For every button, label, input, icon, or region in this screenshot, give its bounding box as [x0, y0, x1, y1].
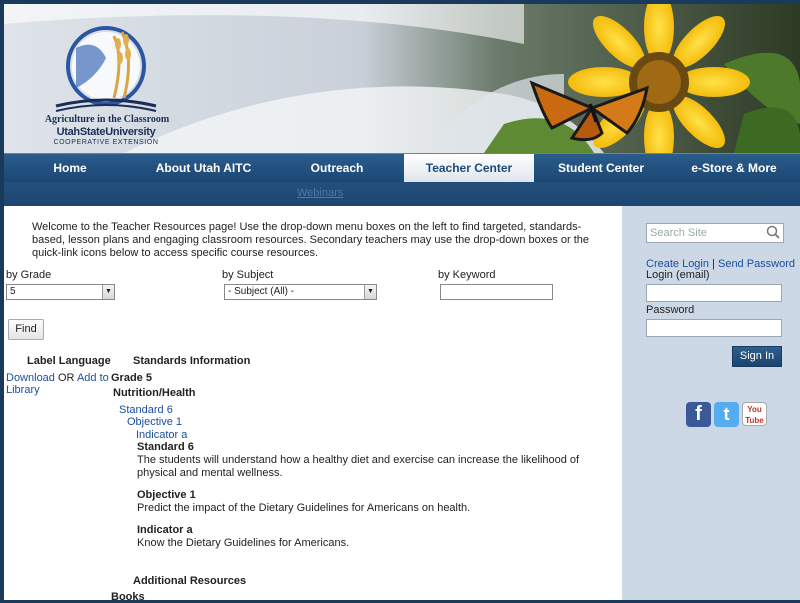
aitc-logo[interactable]	[36, 18, 176, 148]
create-login-link[interactable]: Create Login	[646, 258, 709, 270]
objective-link[interactable]: Objective 1	[127, 416, 183, 428]
nav-teacher-center[interactable]: Teacher Center	[404, 154, 534, 183]
standards-information-heading: Standards Information	[133, 355, 251, 367]
label-language-heading: Label Language	[27, 355, 111, 367]
main-content	[4, 206, 622, 603]
grade-select-value: 5	[10, 286, 16, 297]
indicator-title: Indicator a	[137, 524, 193, 536]
intro-text: Welcome to the Teacher Resources page! Use the drop-down menu boxes on the left to find targeted, standards-based, lesson plans and engaging classroom resources. Secondary teachers may use the drop-down boxes or the quick-link icons below to access specific course resources.	[32, 221, 590, 259]
objective-description: Predict the impact of the Dietary Guidelines for Americans on health.	[137, 502, 471, 514]
grade-label: by Grade	[6, 269, 52, 281]
facebook-icon[interactable]: f	[686, 402, 711, 427]
sign-in-button[interactable]: Sign In	[732, 346, 782, 367]
standard-title: Standard 6	[137, 441, 194, 453]
keyword-input[interactable]	[440, 284, 553, 300]
objective-title: Objective 1	[137, 489, 196, 501]
nav-about[interactable]: About Utah AITC	[155, 161, 252, 175]
add-to-text: Add to	[76, 372, 109, 384]
find-button[interactable]: Find	[8, 319, 44, 340]
nav-student-center[interactable]: Student Center	[557, 161, 644, 175]
password-label: Password	[646, 304, 695, 316]
logo-text-usu: UtahStateUniversity	[56, 126, 156, 138]
subject-label: by Subject	[222, 269, 274, 281]
books-heading: Books	[111, 591, 145, 603]
password-field[interactable]	[646, 319, 782, 337]
standard-link[interactable]: Standard 6	[119, 404, 173, 416]
standard-description-line2: physical and mental wellness.	[137, 467, 283, 479]
chevron-down-icon: ▼	[102, 285, 114, 299]
or-text: OR	[54, 372, 77, 384]
subnav-webinars[interactable]: Webinars	[297, 187, 344, 199]
search-placeholder: Search Site	[650, 227, 707, 239]
indicator-link[interactable]: Indicator a	[136, 429, 188, 441]
nav-estore[interactable]: e-Store & More	[691, 161, 777, 175]
search-input[interactable]	[646, 223, 784, 243]
globe-wheat-icon	[36, 18, 176, 114]
subject-select[interactable]	[224, 284, 377, 300]
subject-select-value: - Subject (All) -	[228, 286, 295, 297]
indicator-description: Know the Dietary Guidelines for Americans.	[137, 537, 350, 549]
sidebar	[622, 206, 800, 600]
grade-select[interactable]	[6, 284, 115, 300]
logo-text-aitc: Agriculture in the Classroom	[44, 114, 170, 125]
nav-outreach[interactable]: Outreach	[310, 161, 364, 175]
grade-heading: Grade 5	[111, 372, 152, 384]
login-links-separator: |	[709, 258, 718, 270]
subject-heading: Nutrition/Health	[113, 387, 196, 399]
main-nav	[4, 153, 800, 183]
youtube-icon[interactable]: You Tube	[742, 402, 767, 426]
logo-text-extension: COOPERATIVE EXTENSION	[53, 139, 159, 146]
library-text: Library	[6, 384, 40, 396]
additional-resources-heading: Additional Resources	[133, 575, 247, 587]
send-password-link[interactable]: Send Password	[717, 258, 796, 270]
standard-description-line1: The students will understand how a healthy diet and exercise can increase the likelihood of	[137, 454, 580, 466]
site-header	[4, 4, 800, 153]
search-icon[interactable]	[766, 225, 780, 242]
download-actions	[6, 372, 110, 396]
twitter-icon[interactable]: t	[714, 402, 739, 427]
download-link[interactable]: Download	[6, 372, 55, 384]
nav-home[interactable]: Home	[53, 161, 87, 175]
login-email-field[interactable]	[646, 284, 782, 302]
keyword-label: by Keyword	[438, 269, 496, 281]
login-email-label: Login (email)	[646, 269, 710, 281]
sub-nav	[4, 182, 800, 206]
chevron-down-icon: ▼	[364, 285, 376, 299]
